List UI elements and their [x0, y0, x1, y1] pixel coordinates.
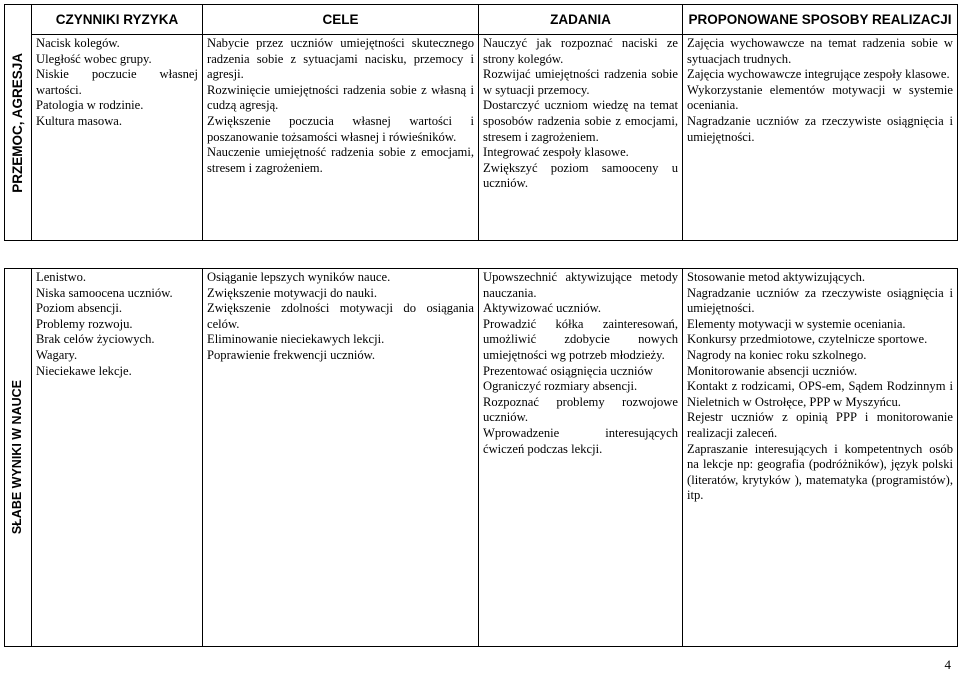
header-methods: PROPONOWANE SPOSOBY REALIZACJI — [683, 5, 958, 35]
list-item: Dostarczyć uczniom wiedzę na temat sposobów radzenia sobie z emocjami, stresem i zagrożeniem. — [483, 98, 678, 144]
methods-cell — [683, 35, 958, 241]
list-item: Zwiększenie poczucia własnej wartości i poszanowanie tożsamości własnej i rówieśników. — [207, 113, 474, 144]
list-item: Wprowadzenie interesujących ćwiczeń podczas lekcji. — [483, 425, 678, 456]
list-item: Poprawienie frekwencji uczniów. — [207, 347, 376, 362]
list-item: Eliminowanie nieciekawych lekcji. — [207, 332, 385, 347]
list-item: Zwiększenie motywacji do nauki. — [207, 285, 377, 300]
risk-table-poor-results — [4, 268, 958, 647]
tasks-cell — [479, 35, 683, 241]
list-item: Upowszechnić aktywizujące metody nauczania. — [483, 270, 678, 300]
tasks-cell — [479, 269, 683, 647]
list-item: Nagradzanie uczniów za rzeczywiste osiągnięcia i umiejętności. — [687, 285, 953, 316]
side-label-cell — [5, 5, 32, 241]
list-item: Uległość wobec grupy. — [36, 51, 152, 66]
list-item: Zwiększenie zdolności motywacji do osiągania celów. — [207, 301, 474, 331]
list-item: Nauczyć jak rozpoznać naciski ze strony kolegów. — [483, 36, 678, 66]
list-item: Niska samoocena uczniów. — [36, 285, 173, 300]
risk-table-aggression — [4, 4, 958, 241]
list-item: Konkursy przedmiotowe, czytelnicze sportowe. — [687, 332, 928, 347]
list-item: Lenistwo. — [36, 270, 87, 284]
list-item: Zajęcia wychowawcze integrujące zespoły klasowe. — [687, 67, 950, 82]
risk-cell — [32, 35, 203, 241]
list-item: Nagrody na koniec roku szkolnego. — [687, 347, 867, 362]
risk-cell — [32, 269, 203, 647]
list-item: Ograniczyć rozmiary absencji. — [483, 379, 638, 394]
list-item: Nacisk kolegów. — [36, 36, 120, 50]
header-goals: CELE — [203, 5, 479, 35]
list-item: Integrować zespoły klasowe. — [483, 145, 629, 160]
list-item: Kultura masowa. — [36, 113, 123, 128]
list-item: Kontakt z rodzicami, OPS-em, Sądem Rodzinnym i Nieletnich w Ostrołęce, PPP w Myszyńcu. — [687, 379, 953, 409]
list-item: Rozpoznać problemy rozwojowe uczniów. — [483, 394, 678, 425]
goals-cell — [203, 269, 479, 647]
list-item: Wagary. — [36, 347, 78, 362]
list-item: Rejestr uczniów z opinią PPP i monitorowanie realizacji zaleceń. — [687, 410, 953, 440]
list-item: Zajęcia wychowawcze na temat radzenia sobie w sytuacjach trudnych. — [687, 36, 953, 66]
list-item: Nagradzanie uczniów za rzeczywiste osiągnięcia i umiejętności. — [687, 113, 953, 144]
list-item: Prezentować osiągnięcia uczniów — [483, 363, 653, 378]
page-number: 4 — [944, 657, 951, 672]
side-label-cell — [5, 269, 32, 647]
list-item: Rozwijać umiejętności radzenia sobie w sytuacji przemocy. — [483, 67, 678, 97]
list-item: Monitorowanie absencji uczniów. — [687, 363, 858, 378]
list-item: Nabycie przez uczniów umiejętności skutecznego radzenia sobie z sytuacjami nacisku, przemocy i agresji. — [207, 36, 474, 82]
list-item: Patologia w rodzinie. — [36, 98, 144, 113]
list-item: Prowadzić kółka zainteresowań, umożliwić zdobycie nowych umiejętności wg potrzeb młodzieży. — [483, 316, 678, 362]
list-item: Zapraszanie interesujących i kompetentnych osób na lekcje np: geografia (podróżników), język polski (literatów, krytyków ), matematyka (programistów), itp. — [687, 441, 953, 503]
side-label-poor-results: SŁABE WYNIKI W NAUCE — [10, 380, 25, 535]
list-item: Elementy motywacji w systemie oceniania. — [687, 316, 906, 331]
list-item: Nauczenie umiejętność radzenia sobie z emocjami, stresem i zagrożeniem. — [207, 145, 474, 175]
list-item: Rozwinięcie umiejętności radzenia sobie z własną i cudzą agresją. — [207, 82, 474, 113]
list-item: Problemy rozwoju. — [36, 316, 133, 331]
list-item: Osiąganie lepszych wyników nauce. — [207, 270, 391, 284]
list-item: Poziom absencji. — [36, 301, 123, 316]
list-item: Niskie poczucie własnej wartości. — [36, 67, 198, 97]
side-label-aggression: PRZEMOC, AGRESJA — [10, 52, 26, 193]
header-tasks: ZADANIA — [479, 5, 683, 35]
list-item: Brak celów życiowych. — [36, 332, 155, 347]
list-item: Stosowanie metod aktywizujących. — [687, 270, 866, 284]
list-item: Wykorzystanie elementów motywacji w systemie oceniania. — [687, 82, 953, 113]
list-item: Nieciekawe lekcje. — [36, 363, 132, 378]
list-item: Aktywizować uczniów. — [483, 301, 602, 316]
header-risk-factors: CZYNNIKI RYZYKA — [32, 5, 203, 35]
methods-cell — [683, 269, 958, 647]
goals-cell — [203, 35, 479, 241]
list-item: Zwiększyć poziom samooceny u uczniów. — [483, 160, 678, 191]
